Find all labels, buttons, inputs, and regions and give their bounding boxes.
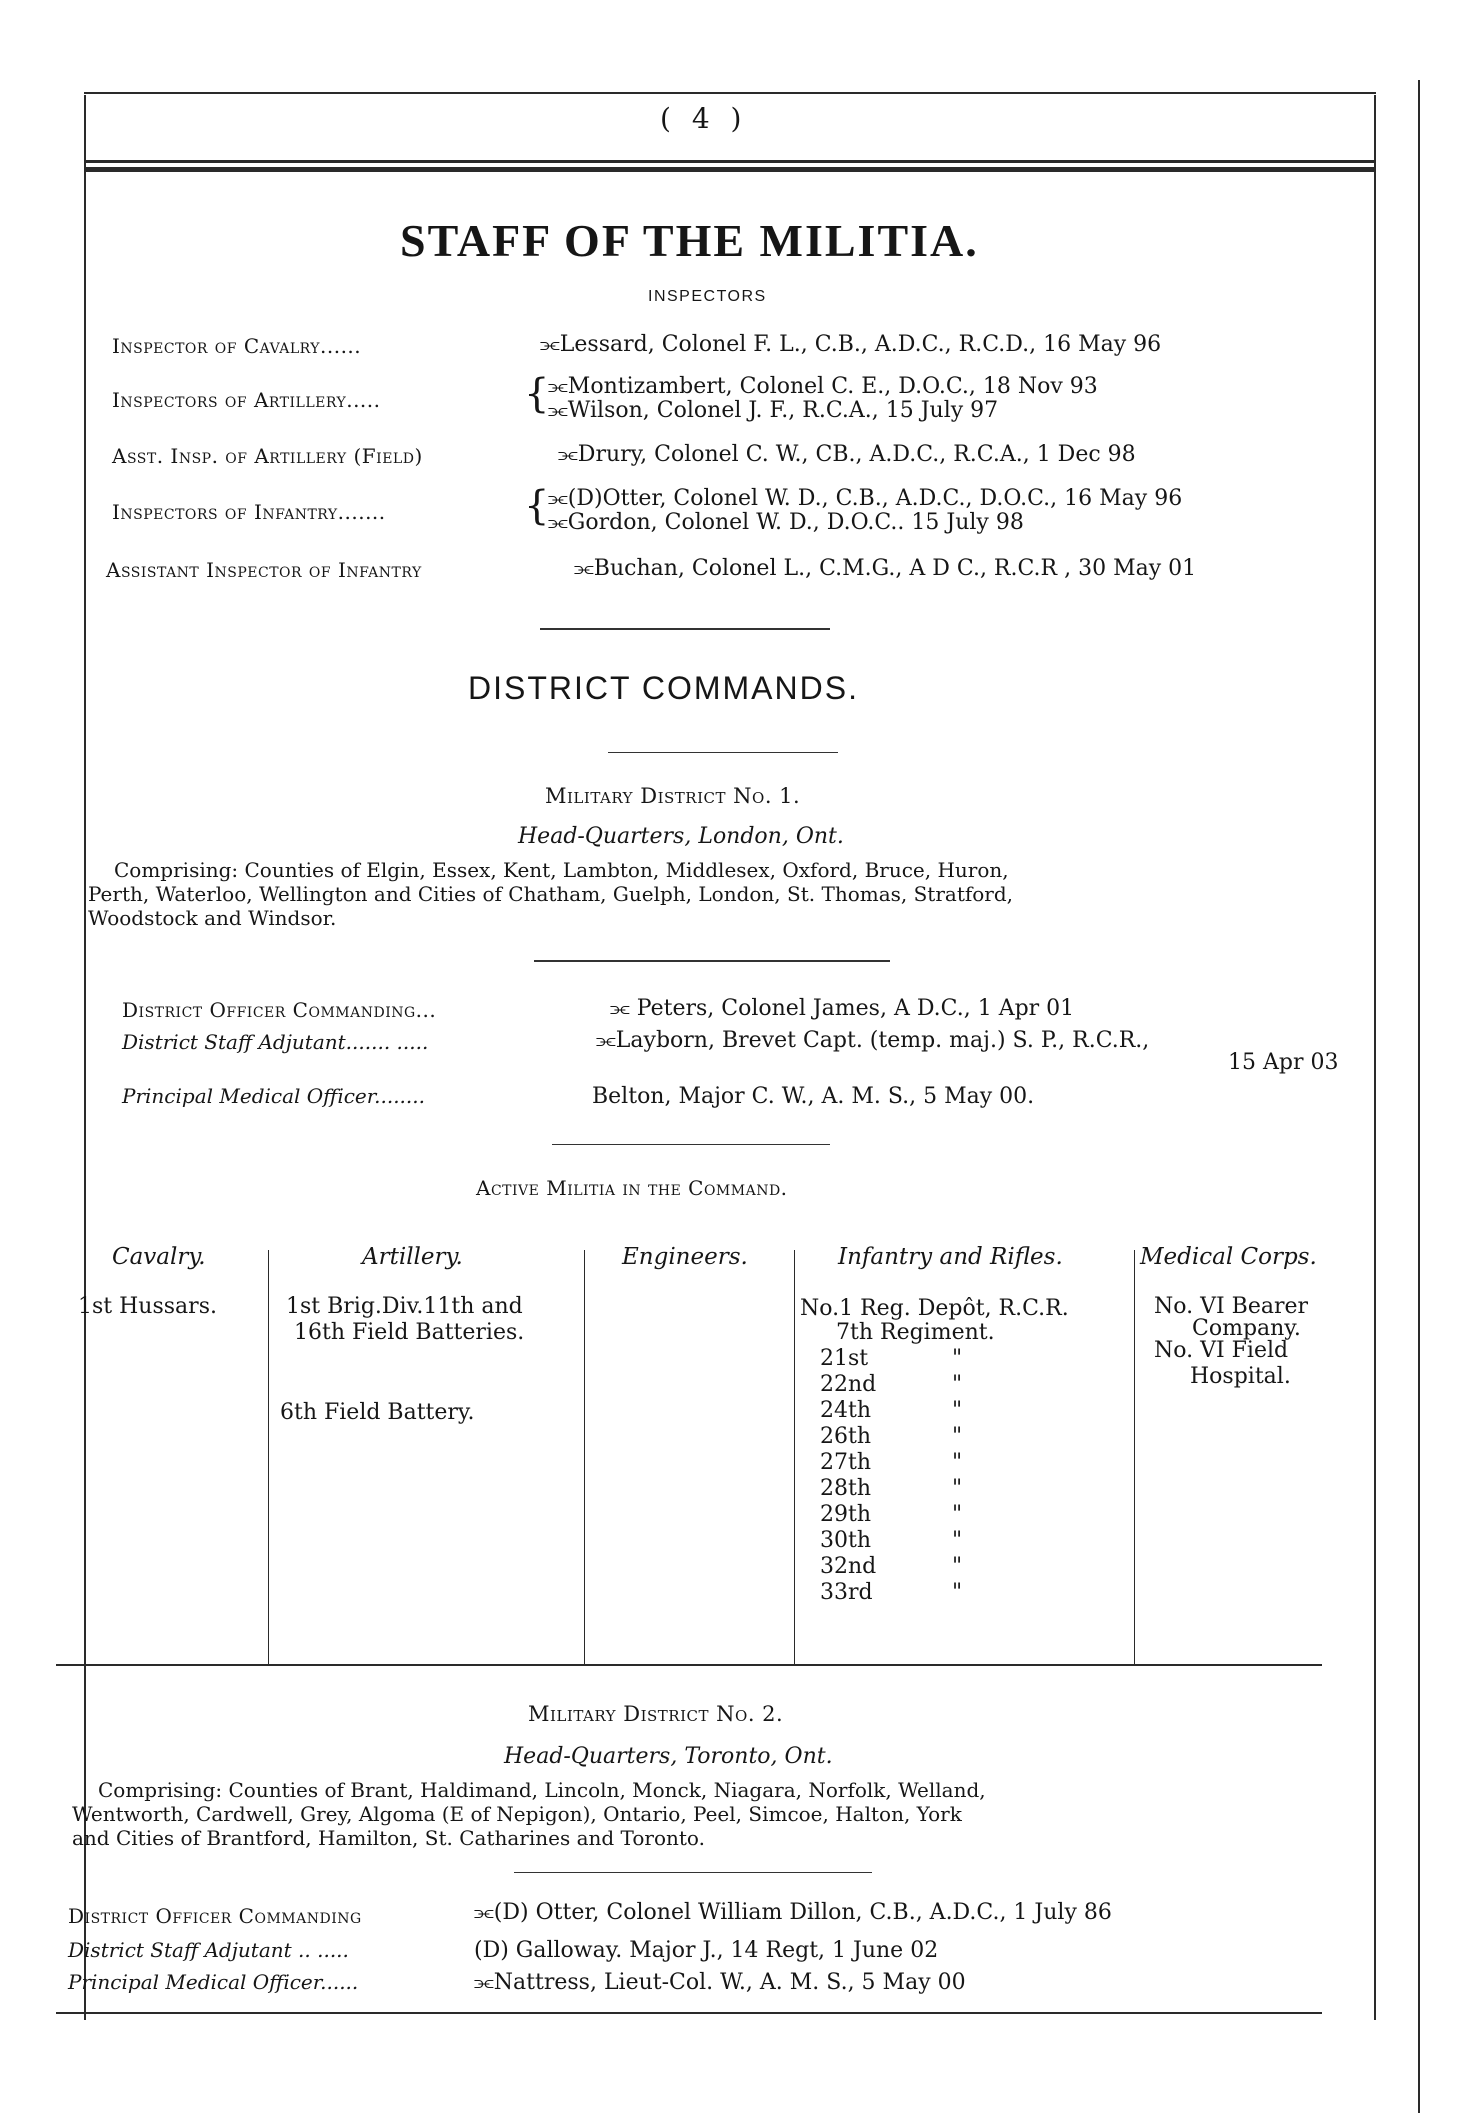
inspector-entry: ⫘Gordon, Colonel W. D., D.O.C.. 15 July 98 (548, 510, 1024, 535)
bottom-rule (56, 2012, 1322, 2014)
header-double-rule-2 (86, 167, 1374, 172)
ditto-mark: " (952, 1346, 963, 1371)
infantry-regiment: 27th (820, 1450, 872, 1475)
officer-value-cont: 15 Apr 03 (1228, 1050, 1339, 1075)
page-title: STAFF OF THE MILITIA. (400, 215, 979, 266)
medical-item: Company. (1192, 1316, 1301, 1341)
district-heading: Military District No. 1. (545, 784, 801, 808)
district-comprising: Perth, Waterloo, Wellington and Cities of Chatham, Guelph, London, St. Thomas, Stratford, (88, 882, 1014, 906)
inspector-entry: ⫘(D)Otter, Colonel W. D., C.B., A.D.C., D.O.C., 16 May 96 (548, 486, 1183, 511)
artillery-item: 6th Field Battery. (280, 1400, 475, 1425)
column-rule (584, 1250, 585, 1664)
brace: { (524, 483, 550, 529)
ditto-mark: " (952, 1554, 963, 1579)
top-rule (84, 92, 1376, 94)
infantry-item: No.1 Reg. Depôt, R.C.R. (800, 1296, 1069, 1321)
infantry-regiment: 24th (820, 1398, 872, 1423)
inspector-entry: ⫘Lessard, Colonel F. L., C.B., A.D.C., R.C.D., 16 May 96 (540, 332, 1162, 357)
officer-label: District Officer Commanding (68, 1904, 362, 1928)
infantry-regiment: 33rd (820, 1580, 873, 1605)
column-head-engineers: Engineers. (622, 1244, 748, 1270)
inspector-label: Inspector of Cavalry...... (112, 334, 362, 358)
ditto-mark: " (952, 1580, 963, 1605)
officer-value: ⫘ Peters, Colonel James, A D.C., 1 Apr 01 (610, 996, 1075, 1021)
inspector-entry: ⫘Drury, Colonel C. W., CB., A.D.C., R.C.A., 1 Dec 98 (558, 442, 1136, 467)
page-number: ( 4 ) (660, 102, 748, 135)
inspector-entry: ⫘Montizambert, Colonel C. E., D.O.C., 18 Nov 93 (548, 374, 1098, 399)
officer-value: ⫘(D) Otter, Colonel William Dillon, C.B., A.D.C., 1 July 86 (474, 1900, 1112, 1925)
officer-label: Principal Medical Officer...... (68, 1970, 359, 1994)
officer-label: Principal Medical Officer........ (122, 1084, 425, 1108)
district-hq: Head-Quarters, London, Ont. (518, 824, 844, 849)
district-comprising: Comprising: Counties of Brant, Haldimand, Lincoln, Monck, Niagara, Norfolk, Welland, (98, 1778, 986, 1802)
ditto-mark: " (952, 1502, 963, 1527)
column-head-medical: Medical Corps. (1140, 1244, 1317, 1270)
ditto-mark: " (952, 1372, 963, 1397)
ditto-mark: " (952, 1528, 963, 1553)
column-head-cavalry: Cavalry. (112, 1244, 206, 1270)
district-commands-title: DISTRICT COMMANDS. (468, 670, 859, 706)
medical-item: No. VI Bearer (1154, 1294, 1309, 1319)
inspectors-heading: INSPECTORS (648, 288, 767, 305)
infantry-regiment: 21st (820, 1346, 869, 1371)
medical-item: No. VI Field (1154, 1338, 1289, 1363)
inspector-entry: ⫘Buchan, Colonel L., C.M.G., A D C., R.C.R , 30 May 01 (574, 556, 1197, 581)
artillery-item: 1st Brig.Div.11th and (286, 1294, 523, 1319)
table-bottom-rule (56, 1664, 1322, 1666)
district-comprising: Comprising: Counties of Elgin, Essex, Kent, Lambton, Middlesex, Oxford, Bruce, Huron, (114, 858, 1009, 882)
district-comprising: Woodstock and Windsor. (88, 906, 337, 930)
officer-label: District Staff Adjutant .. ..... (68, 1938, 349, 1962)
district-heading: Military District No. 2. (528, 1702, 784, 1726)
ditto-mark: " (952, 1398, 963, 1423)
divider (540, 628, 830, 630)
column-head-artillery: Artillery. (362, 1244, 463, 1270)
artillery-item: 16th Field Batteries. (294, 1320, 525, 1345)
infantry-regiment: 29th (820, 1502, 872, 1527)
district-comprising: and Cities of Brantford, Hamilton, St. Catharines and Toronto. (72, 1826, 705, 1850)
header-double-rule (86, 160, 1374, 163)
ditto-mark: " (952, 1476, 963, 1501)
column-head-infantry: Infantry and Rifles. (838, 1244, 1063, 1270)
divider (608, 752, 838, 753)
infantry-regiment: 28th (820, 1476, 872, 1501)
officer-label: District Staff Adjutant....... ..... (122, 1030, 429, 1054)
infantry-regiment: 32nd (820, 1554, 877, 1579)
infantry-regiment: 22nd (820, 1372, 877, 1397)
officer-value: ⫘Nattress, Lieut-Col. W., A. M. S., 5 May 00 (474, 1970, 966, 1995)
inspector-label: Inspectors of Infantry....... (112, 500, 386, 524)
ditto-mark: " (952, 1450, 963, 1475)
divider (514, 1872, 872, 1873)
officer-value: Belton, Major C. W., A. M. S., 5 May 00. (592, 1084, 1035, 1109)
infantry-regiment: 26th (820, 1424, 872, 1449)
infantry-regiment: 30th (820, 1528, 872, 1553)
column-rule (1134, 1250, 1135, 1664)
column-rule (268, 1250, 269, 1664)
divider (552, 1144, 830, 1145)
ditto-mark: " (952, 1424, 963, 1449)
inspector-label: Inspectors of Artillery..... (112, 388, 381, 412)
brace: { (524, 371, 550, 417)
district-comprising: Wentworth, Cardwell, Grey, Algoma (E of Nepigon), Ontario, Peel, Simcoe, Halton, York (72, 1802, 962, 1826)
inspector-label: Asst. Insp. of Artillery (Field) (112, 444, 423, 468)
column-rule (794, 1250, 795, 1664)
active-militia-heading: Active Militia in the Command. (476, 1176, 788, 1200)
cavalry-item: 1st Hussars. (78, 1294, 217, 1319)
outer-edge-line (1418, 80, 1420, 2113)
inspector-label: Assistant Inspector of Infantry (106, 558, 422, 582)
officer-label: District Officer Commanding... (122, 998, 437, 1022)
medical-item: Hospital. (1190, 1364, 1291, 1389)
divider (534, 960, 890, 962)
left-border (84, 95, 86, 2020)
right-border (1374, 95, 1376, 2020)
infantry-item: 7th Regiment. (836, 1320, 995, 1345)
officer-value: ⫘Layborn, Brevet Capt. (temp. maj.) S. P., R.C.R., (596, 1028, 1150, 1053)
inspector-entry: ⫘Wilson, Colonel J. F., R.C.A., 15 July 97 (548, 398, 999, 423)
officer-value: (D) Galloway. Major J., 14 Regt, 1 June 02 (474, 1938, 939, 1963)
district-hq: Head-Quarters, Toronto, Ont. (504, 1744, 833, 1769)
